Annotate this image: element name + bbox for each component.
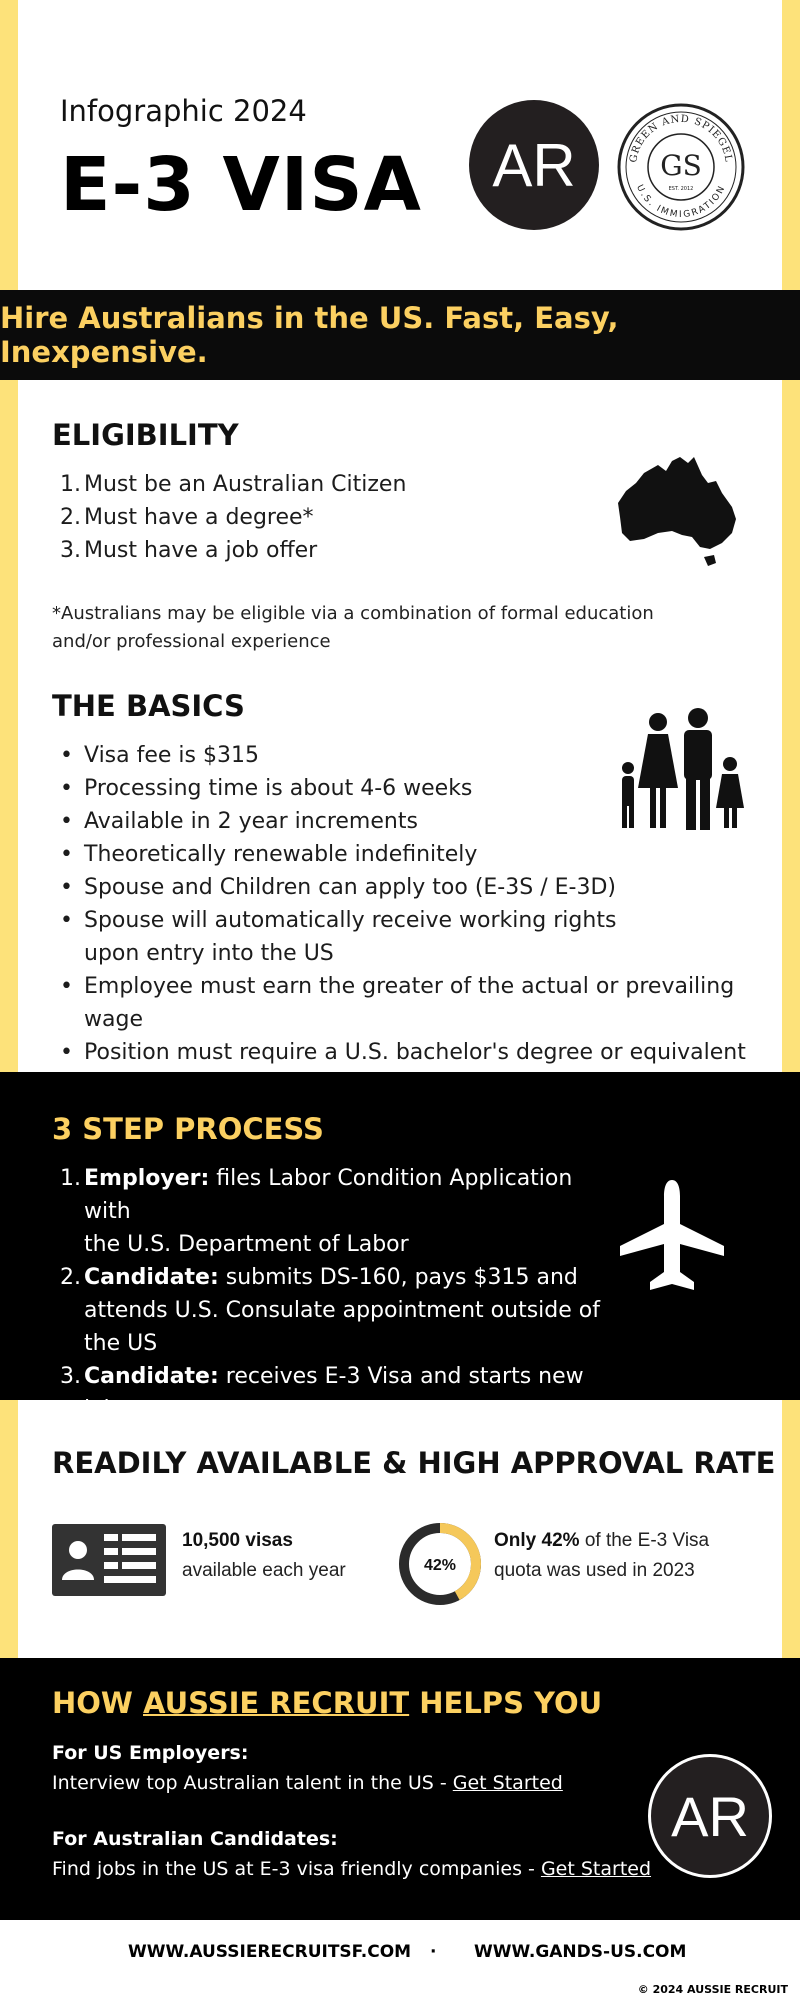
candidates-label: For Australian Candidates:	[52, 1828, 338, 1850]
logo-text: AR	[492, 131, 576, 199]
aussie-recruit-link[interactable]: AUSSIE RECRUIT	[143, 1686, 410, 1720]
quota-used-stat: Only 42% of the E-3 Visa quota was used in 2023	[494, 1530, 710, 1581]
help-heading: HOW AUSSIE RECRUIT HELPS YOU	[52, 1686, 603, 1720]
gands-website-link[interactable]: WWW.GANDS-US.COM	[474, 1942, 687, 1962]
eligibility-note: *Australians may be eligible via a combination of formal education and/or professional experience	[52, 603, 654, 652]
approval-heading: READILY AVAILABLE & HIGH APPROVAL RATE	[52, 1446, 776, 1480]
list-item: • Employee must earn the greater of the actual or prevailing wage	[52, 970, 772, 1036]
list-item: • Available in 2 year increments	[52, 805, 772, 838]
list-item: • Theoretically renewable indefinitely	[52, 838, 772, 871]
gs-monogram: GS	[660, 149, 702, 182]
gs-est: EST. 2012	[668, 186, 694, 192]
family-icon	[608, 708, 748, 832]
quota-donut-chart	[396, 1520, 484, 1608]
employers-get-started-link[interactable]: Get Started	[452, 1772, 563, 1794]
step-item: 3. Candidate: receives E-3 Visa and starts new job	[60, 1364, 584, 1422]
list-item-continuation: upon entry into the US	[84, 941, 334, 966]
employers-label: For US Employers:	[52, 1742, 249, 1764]
footer-separator: ·	[430, 1942, 437, 1962]
gs-arc-top: GREEN AND SPIEGEL	[628, 113, 734, 164]
australia-map-icon	[614, 453, 740, 569]
step-item: 2. Candidate: submits DS-160, pays $315 and attends U.S. Consulate appointment outside of the US	[60, 1265, 600, 1356]
step-item: 1. Employer: files Labor Condition Application with the U.S. Department of Labor	[60, 1166, 573, 1257]
donut-label: 42%	[423, 1557, 457, 1574]
candidates-text: Find jobs in the US at E-3 visa friendly companies - Get Started	[52, 1858, 652, 1880]
tagline-band	[0, 290, 800, 380]
candidates-get-started-link[interactable]: Get Started	[540, 1858, 652, 1880]
infographic-subtitle: Infographic 2024	[60, 94, 307, 128]
tagline: Hire Australians in the US. Fast, Easy, Inexpensive.	[0, 301, 619, 369]
aussie-recruit-website-link[interactable]: WWW.AUSSIERECRUITSF.COM	[128, 1942, 412, 1962]
list-item: 3. Must have a job offer	[60, 538, 318, 563]
id-card-icon	[52, 1524, 166, 1596]
eligibility-heading: ELIGIBILITY	[52, 418, 239, 452]
aussie-recruit-logo-bottom: AR	[648, 1754, 772, 1878]
employers-text: Interview top Australian talent in the US - Get Started	[52, 1772, 563, 1794]
airplane-icon	[616, 1176, 728, 1296]
gs-arc-bottom: U.S. IMMIGRATION	[634, 183, 728, 221]
list-item: 1. Must be an Australian Citizen	[60, 472, 407, 497]
list-item: • Spouse will automatically receive working rights	[52, 904, 772, 937]
green-and-spiegel-logo	[616, 102, 746, 232]
list-item: • Position must require a U.S. bachelor's degree or equivalent	[52, 1036, 772, 1069]
aussie-recruit-logo	[469, 100, 599, 230]
process-section	[0, 1072, 800, 1422]
list-item: • Visa fee is $315	[52, 739, 772, 772]
process-heading: 3 STEP PROCESS	[52, 1112, 324, 1146]
basics-heading: THE BASICS	[52, 689, 245, 723]
copyright: © 2024 AUSSIE RECRUIT	[637, 1983, 788, 1996]
eligibility-list	[60, 468, 406, 567]
page-title: E-3 VISA	[60, 142, 422, 228]
visas-available-stat: 10,500 visas available each year	[182, 1530, 346, 1581]
list-item: • Spouse and Children can apply too (E-3S / E-3D)	[52, 871, 772, 904]
list-item: 2. Must have a degree*	[60, 505, 314, 530]
process-steps	[60, 1162, 620, 1426]
list-item: • Processing time is about 4-6 weeks	[52, 772, 772, 805]
